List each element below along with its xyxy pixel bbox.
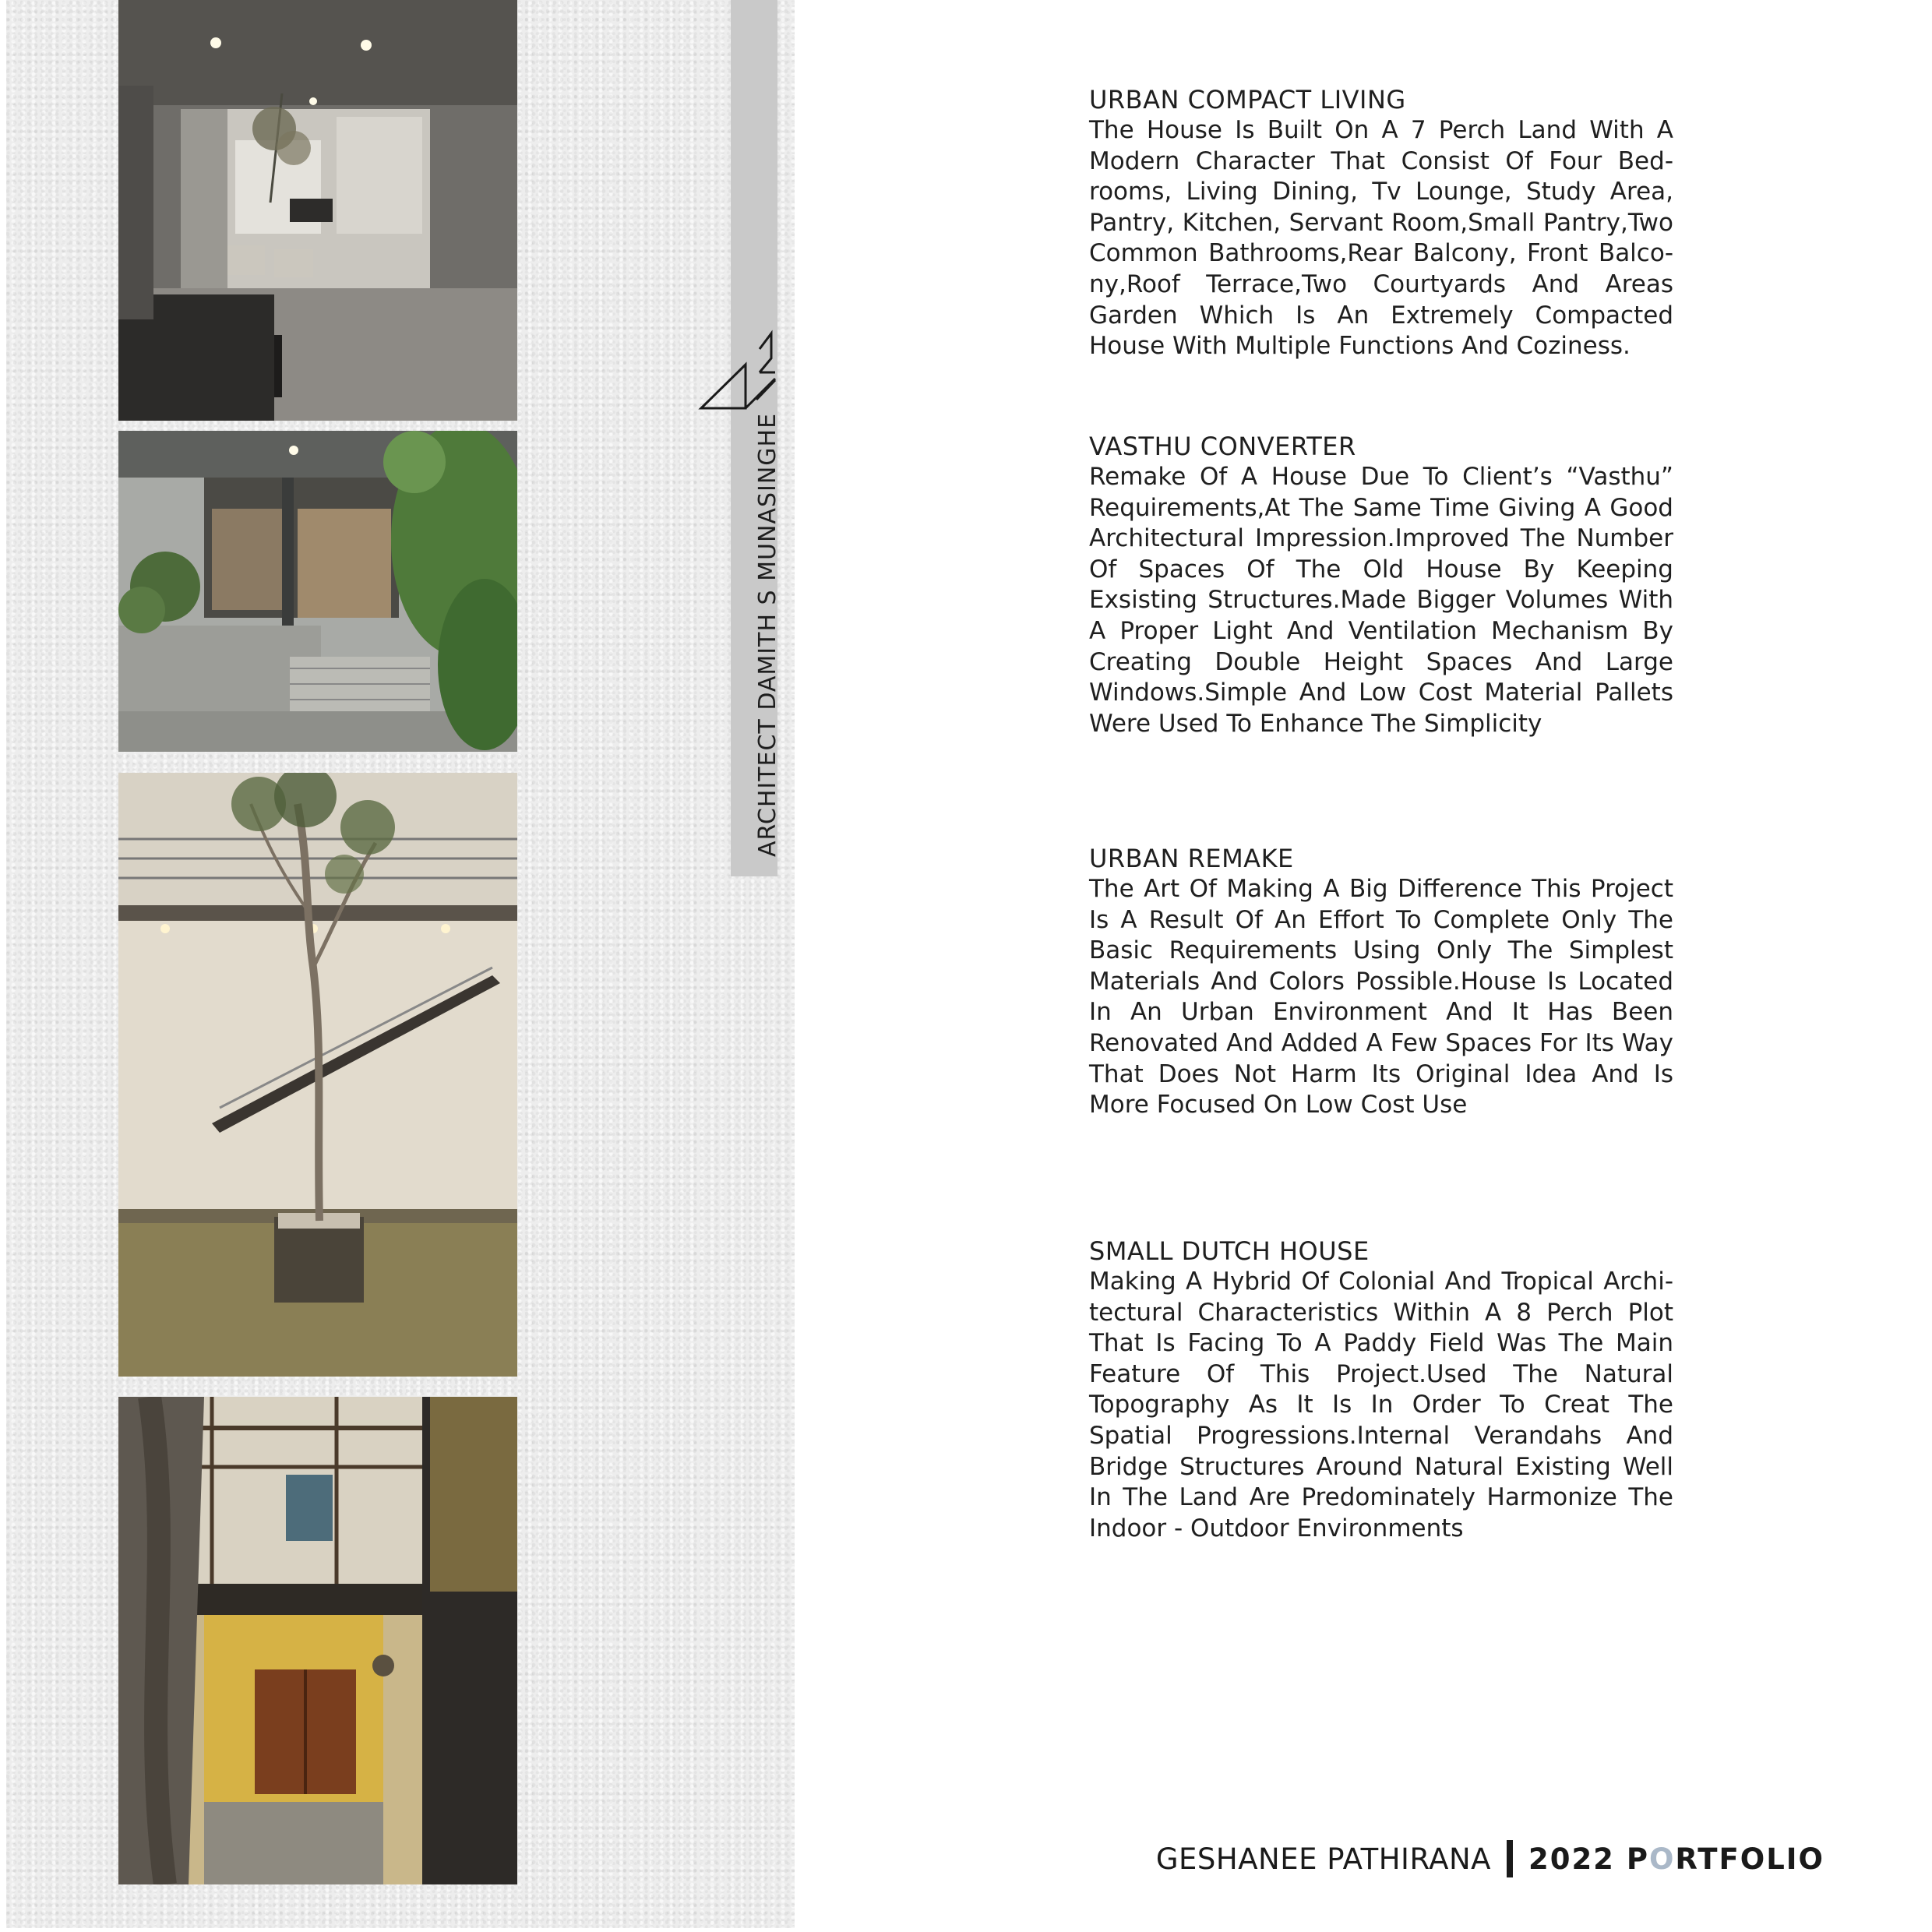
project-title: SMALL DUTCH HOUSE [1089,1236,1370,1266]
project-title: URBAN COMPACT LIVING [1089,85,1406,115]
portfolio-label-end: RTFOLIO [1675,1842,1824,1876]
project-photo-small-dutch-house [118,1397,517,1884]
project-description: The Art Of Making A Big Difference This Project Is A Result Of An Effort To Complete Only The Basic Requirements Using Only The Simplest Materials And Colors Possible.House Is Located In An Urban Environment And It Has Been Renovated And Added A Few Spaces For Its Way That Does Not Harm Its Original Idea And Is More Focused On Low Cost Use [1089,875,1673,1119]
project-photo-urban-remake [118,773,517,1377]
author-name: GESHANEE PATHIRANA [1155,1842,1491,1876]
portfolio-label-o: O [1648,1842,1676,1876]
project-title: URBAN REMAKE [1089,844,1294,873]
portfolio-footer [1156,1837,1824,1881]
project-title: VASTHU CONVERTER [1089,432,1356,461]
project-urban-remake [1089,843,1673,1121]
project-urban-compact-living [1089,84,1673,362]
project-vasthu-converter [1089,431,1673,739]
portfolio-year-label [1528,1842,1824,1876]
project-description: The House Is Built On A 7 Perch Land With A Modern Character That Consist Of Four Bedrooms, Living Dining, Tv Lounge, Study Area, Pantry, Kitchen, Servant Room,Small Pantry,Two Common Bathrooms,Rear Balcony, Front Balcony,Roof Terrace,Two Courtyards And Areas Garden Which Is An Extremely Compacted House With Multiple Functions And Coziness. [1089,116,1673,361]
portfolio-label-start: 2022 P [1528,1842,1649,1876]
project-photo-urban-compact-living [118,0,517,421]
project-description: Making A Hybrid Of Colonial And Tropical Architectural Characteristics Within A 8 Perch Plot That Is Facing To A Paddy Field Was The Main Feature Of This Project.Used The Natural Topography As It Is In Order To Creat The Spatial Progressions.Internal Verandahs And Bridge Structures Around Natural Existing Well In The Land Are Predominately Harmonize The Indoor - Outdoor Environments [1089,1267,1673,1542]
dsm-triangle-logo-icon [697,326,783,413]
footer-divider [1507,1840,1513,1877]
architect-name: ARCHITECT DAMITH S MUNASINGHE [754,412,781,857]
project-small-dutch-house [1089,1236,1673,1544]
project-description: Remake Of A House Due To Client’s “Vasthu” Requirements,At The Same Time Giving A Good Architectural Impression.Improved The Number Of Spaces Of The Old House By Keeping Exsisting Structures.Made Bigger Volumes With A Proper Light And Ventilation Mechanism By Creating Double Height Spaces And Large Windows.Simple And Low Cost Material Pallets Were Used To Enhance The Simplicity [1089,463,1673,738]
project-photo-vasthu-converter [118,431,517,752]
